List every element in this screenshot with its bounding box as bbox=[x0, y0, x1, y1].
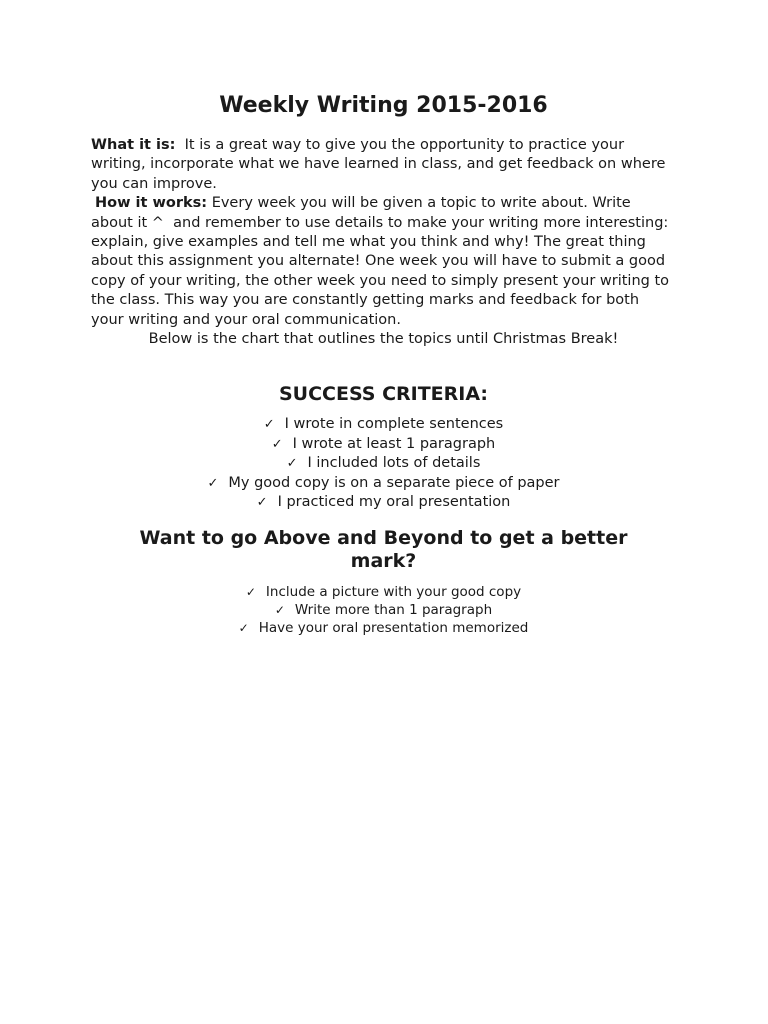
below-note: Below is the chart that outlines the topics until Christmas Break! bbox=[148, 331, 619, 348]
list-item-text: Have your oral presentation memorized bbox=[258, 619, 529, 636]
list-item-text: Write more than 1 paragraph bbox=[294, 601, 493, 618]
how-it-works-label: How it works: bbox=[95, 195, 208, 212]
insertion-mark: ^ bbox=[151, 214, 164, 231]
list-item-text: I practiced my oral presentation bbox=[277, 494, 511, 511]
checkmark-icon: ✓ bbox=[271, 436, 283, 452]
checkmark-icon: ✓ bbox=[238, 620, 249, 635]
list-item bbox=[91, 435, 676, 454]
list-item-text: I wrote at least 1 paragraph bbox=[292, 435, 496, 452]
list-item-text: My good copy is on a separate piece of paper bbox=[228, 474, 560, 491]
list-item bbox=[91, 619, 676, 637]
checkmark-icon: ✓ bbox=[274, 602, 285, 617]
checkmark-icon: ✓ bbox=[256, 495, 268, 511]
list-item-text: Include a picture with your good copy bbox=[265, 583, 522, 600]
how-it-works-text-2: and remember to use details to make your writing more interesting: explain, give examples and tell me what you think and why! The great thing about this assignment you alternate! One week you will have to submit a good copy of your writing, the other week you need to simply present your writing to the class. This way you are constantly getting marks and feedback for both your writing and your oral communication. bbox=[91, 214, 670, 328]
list-item bbox=[91, 415, 676, 434]
list-item-text: I included lots of details bbox=[307, 455, 481, 472]
what-it-is-text: It is a great way to give you the opportunity to practice your writing, incorporate what we have learned in class, and get feedback on where you can improve. bbox=[91, 137, 666, 192]
list-item bbox=[91, 474, 676, 493]
above-and-beyond-list bbox=[91, 583, 676, 638]
list-item bbox=[91, 583, 676, 601]
list-item bbox=[91, 454, 676, 473]
list-item bbox=[91, 601, 676, 619]
document-title: Weekly Writing 2015-2016 bbox=[219, 93, 548, 118]
how-it-works-text-1: Every week you will be given a topic to write about. Write about it bbox=[91, 195, 631, 231]
above-and-beyond-heading: Want to go Above and Beyond to get a better mark? bbox=[139, 526, 628, 572]
list-item-text: I wrote in complete sentences bbox=[284, 416, 504, 433]
how-it-works-paragraph bbox=[91, 194, 676, 330]
checkmark-icon: ✓ bbox=[207, 475, 219, 491]
list-item bbox=[91, 493, 676, 512]
checkmark-icon: ✓ bbox=[245, 584, 256, 599]
checkmark-icon: ✓ bbox=[263, 417, 275, 433]
what-it-is-paragraph bbox=[91, 136, 676, 194]
success-criteria-list bbox=[91, 415, 676, 512]
what-it-is-label: What it is: bbox=[91, 137, 176, 153]
success-criteria-heading: SUCCESS CRITERIA: bbox=[278, 383, 489, 406]
checkmark-icon: ✓ bbox=[286, 456, 298, 472]
